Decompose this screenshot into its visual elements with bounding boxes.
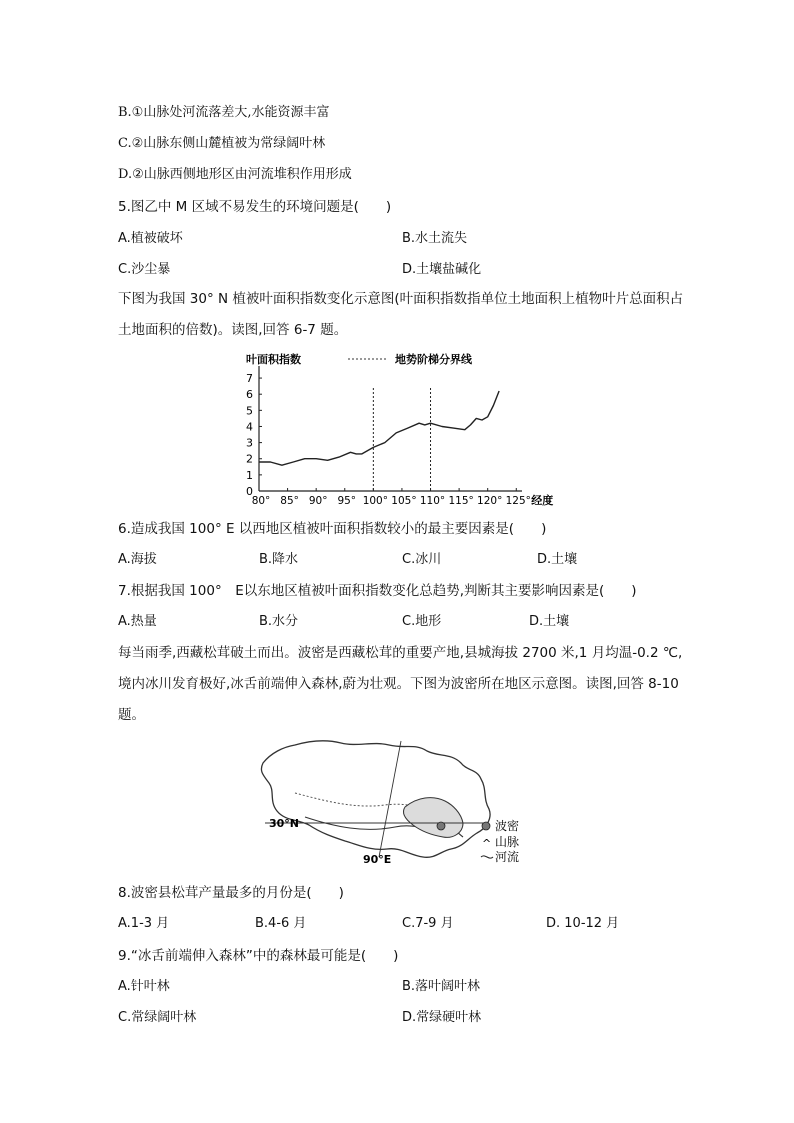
q8-option-a: A.1-3 月 bbox=[118, 916, 170, 931]
bomi-region-map bbox=[255, 735, 535, 867]
q4-option-c: C.②山脉东侧山麓植被为常绿阔叶林 bbox=[118, 136, 326, 151]
q6-option-a: A.海拔 bbox=[118, 552, 157, 567]
map-lon-label: 90°E bbox=[363, 853, 392, 866]
y-tick-label: 1 bbox=[246, 468, 253, 482]
y-tick-label: 2 bbox=[246, 452, 253, 466]
intro-8-10: 每当雨季,西藏松茸破土而出。波密是西藏松茸的重要产地,县城海拔 2700 米,1 月均温-0.2 ℃,境内冰川发育极好,冰舌前端伸入森林,蔚为壮观。下图为波密所在地区示意图。读图,回答 8-10 题。 bbox=[118, 645, 683, 723]
lai-series-line bbox=[259, 391, 499, 465]
q5-stem: 5.图乙中 M 区域不易发生的环境问题是( ) bbox=[118, 199, 392, 215]
intro-6-7: 下图为我国 30° N 植被叶面积指数变化示意图(叶面积指数指单位土地面积上植物叶片总面积占土地面积的倍数)。读图,回答 6-7 题。 bbox=[118, 291, 684, 338]
legend-mountain-symbol: ^ bbox=[482, 837, 492, 850]
q6-option-c: C.冰川 bbox=[402, 552, 442, 567]
q7-option-d: D.土壤 bbox=[529, 614, 570, 629]
q7-option-b: B.水分 bbox=[259, 614, 299, 629]
q9-option-d: D.常绿硬叶林 bbox=[402, 1010, 482, 1025]
q6-option-b: B.降水 bbox=[259, 552, 299, 567]
map-legend-mountain: 山脉 bbox=[495, 835, 520, 849]
q8-stem: 8.波密县松茸产量最多的月份是( ) bbox=[118, 885, 344, 901]
x-tick-label: 115° bbox=[448, 495, 474, 507]
tibet-outline bbox=[261, 741, 490, 857]
q9-stem: 9.“冰舌前端伸入森林”中的森林最可能是( ) bbox=[118, 948, 399, 964]
q8-option-c: C.7-9 月 bbox=[402, 916, 454, 931]
q4-option-b: B.①山脉处河流落差大,水能资源丰富 bbox=[118, 105, 330, 120]
q5-option-c: C.沙尘暴 bbox=[118, 262, 171, 277]
y-tick-label: 4 bbox=[246, 420, 253, 434]
q8-option-d: D. 10-12 月 bbox=[546, 916, 620, 931]
x-tick-label: 95° bbox=[337, 495, 357, 507]
map-legend-bomi: 波密 bbox=[495, 819, 520, 833]
legend-bomi-symbol bbox=[482, 822, 490, 830]
q8-option-b: B.4-6 月 bbox=[255, 916, 307, 931]
x-tick-label: 80° bbox=[251, 495, 271, 507]
x-tick-label: 120° bbox=[477, 495, 503, 507]
legend-river-symbol bbox=[481, 856, 493, 858]
x-tick-label: 110° bbox=[419, 495, 446, 507]
q9-option-c: C.常绿阔叶林 bbox=[118, 1010, 197, 1025]
q7-stem: 7.根据我国 100° E以东地区植被叶面积指数变化总趋势,判断其主要影响因素是( ) bbox=[118, 583, 637, 599]
chart-ylabel: 叶面积指数 bbox=[246, 353, 301, 366]
q4-option-d: D.②山脉西侧地形区由河流堆积作用形成 bbox=[118, 167, 352, 182]
x-tick-label: 125° bbox=[505, 495, 531, 507]
y-tick-label: 0 bbox=[246, 485, 253, 498]
q9-option-a: A.针叶林 bbox=[118, 979, 170, 994]
x-axis-label: 经度 bbox=[531, 494, 554, 507]
y-tick-label: 5 bbox=[246, 404, 253, 418]
q9-option-b: B.落叶阔叶林 bbox=[402, 979, 481, 994]
map-lat-label: 30°N bbox=[269, 817, 300, 830]
x-tick-label: 85° bbox=[280, 495, 299, 507]
leaf-area-index-chart bbox=[232, 348, 562, 510]
chart-legend: 地势阶梯分界线 bbox=[395, 353, 472, 366]
map-legend-river: 河流 bbox=[495, 850, 520, 864]
q5-option-d: D.土壤盐碱化 bbox=[402, 262, 482, 277]
x-tick-label: 100° bbox=[362, 495, 388, 507]
q7-option-c: C.地形 bbox=[402, 614, 442, 629]
q5-option-a: A.植被破坏 bbox=[118, 231, 183, 246]
y-tick-label: 6 bbox=[246, 388, 253, 402]
bomi-marker bbox=[437, 822, 445, 830]
y-tick-label: 3 bbox=[246, 436, 253, 450]
x-tick-label: 105° bbox=[391, 495, 417, 507]
y-tick-label: 7 bbox=[246, 372, 253, 386]
q6-option-d: D.土壤 bbox=[537, 552, 578, 567]
q7-option-a: A.热量 bbox=[118, 614, 157, 629]
q6-stem: 6.造成我国 100° E 以西地区植被叶面积指数较小的最主要因素是( ) bbox=[118, 521, 547, 537]
q5-option-b: B.水土流失 bbox=[402, 231, 468, 246]
x-tick-label: 90° bbox=[308, 495, 328, 507]
